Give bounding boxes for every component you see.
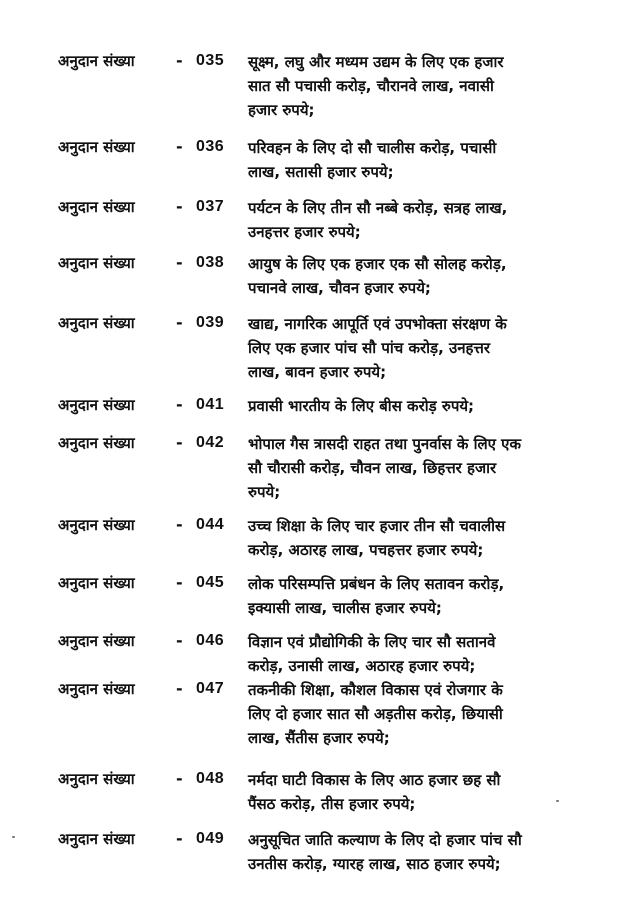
grant-number: 038 bbox=[196, 254, 225, 271]
description-line: लाख, सैंतीस हजार रुपये; bbox=[248, 729, 390, 747]
grant-label: अनुदान संख्या bbox=[58, 632, 135, 650]
grant-label: अनुदान संख्या bbox=[58, 830, 135, 848]
separator-dash: - bbox=[176, 395, 183, 414]
description-line: उच्च शिक्षा के लिए चार हजार तीन सौ चवालीस bbox=[248, 517, 506, 535]
grant-label: अनुदान संख्या bbox=[58, 254, 135, 272]
grant-label: अनुदान संख्या bbox=[58, 434, 135, 452]
grant-number: 042 bbox=[196, 434, 225, 451]
separator-dash: - bbox=[176, 137, 183, 156]
description-line: आयुष के लिए एक हजार एक सौ सोलह करोड़, bbox=[248, 255, 507, 273]
grant-number: 039 bbox=[196, 314, 225, 331]
grant-label: अनुदान संख्या bbox=[58, 52, 135, 70]
grant-number: 044 bbox=[196, 516, 225, 533]
separator-dash: - bbox=[176, 769, 183, 788]
separator-dash: - bbox=[176, 313, 183, 332]
description-line: करोड़, अठारह लाख, पचहत्तर हजार रुपये; bbox=[248, 541, 484, 559]
description-line: लिए एक हजार पांच सौ पांच करोड़, उनहत्तर bbox=[248, 339, 490, 357]
description-line: परिवहन के लिए दो सौ चालीस करोड़, पचासी bbox=[248, 139, 497, 157]
grant-number: 048 bbox=[196, 770, 225, 787]
description-line: पर्यटन के लिए तीन सौ नब्बे करोड़, सत्रह लाख, bbox=[248, 199, 508, 217]
grant-number: 037 bbox=[196, 198, 225, 215]
description-line: सूक्ष्म, लघु और मध्यम उद्यम के लिए एक हजार bbox=[248, 53, 504, 71]
separator-dash: - bbox=[176, 631, 183, 650]
description-line: उनतीस करोड़, ग्यारह लाख, साठ हजार रुपये; bbox=[248, 855, 501, 873]
grant-number: 036 bbox=[196, 138, 225, 155]
description-line: उनहत्तर हजार रुपये; bbox=[248, 223, 361, 241]
grant-description bbox=[248, 394, 578, 418]
description-line: हजार रुपये; bbox=[248, 101, 315, 119]
description-line: पैंसठ करोड़, तीस हजार रुपये; bbox=[248, 795, 416, 813]
grant-description bbox=[248, 630, 578, 678]
scan-speck bbox=[12, 836, 15, 838]
grant-description bbox=[248, 514, 578, 562]
grant-number: 035 bbox=[196, 52, 225, 69]
grant-label: अनुदान संख्या bbox=[58, 770, 135, 788]
grant-number: 041 bbox=[196, 396, 225, 413]
description-line: तकनीकी शिक्षा, कौशल विकास एवं रोजगार के bbox=[248, 681, 503, 699]
description-line: भोपाल गैस त्रासदी राहत तथा पुनर्वास के लिए एक bbox=[248, 435, 521, 453]
grant-description bbox=[248, 678, 578, 750]
description-line: अनुसूचित जाति कल्याण के लिए दो हजार पांच सौ bbox=[248, 831, 522, 849]
separator-dash: - bbox=[176, 573, 183, 592]
description-line: लोक परिसम्पत्ति प्रबंधन के लिए सतावन करोड़, bbox=[248, 575, 505, 593]
description-line: नर्मदा घाटी विकास के लिए आठ हजार छह सौ bbox=[248, 771, 501, 789]
grant-number: 049 bbox=[196, 830, 225, 847]
description-line: विज्ञान एवं प्रौद्योगिकी के लिए चार सौ सतानवे bbox=[248, 633, 496, 651]
grant-description bbox=[248, 196, 578, 244]
grant-description bbox=[248, 572, 578, 620]
grant-label: अनुदान संख्या bbox=[58, 396, 135, 414]
grant-description bbox=[248, 828, 578, 876]
grant-description bbox=[248, 432, 578, 504]
scan-speck bbox=[556, 800, 559, 802]
separator-dash: - bbox=[176, 829, 183, 848]
description-line: लाख, सतासी हजार रुपये; bbox=[248, 163, 394, 181]
description-line: लाख, बावन हजार रुपये; bbox=[248, 363, 387, 381]
description-line: रुपये; bbox=[248, 483, 281, 501]
grant-label: अनुदान संख्या bbox=[58, 198, 135, 216]
description-line: लिए दो हजार सात सौ अड़तीस करोड़, छियासी bbox=[248, 705, 503, 723]
separator-dash: - bbox=[176, 253, 183, 272]
grant-description bbox=[248, 136, 578, 184]
grant-label: अनुदान संख्या bbox=[58, 574, 135, 592]
description-line: करोड़, उनासी लाख, अठारह हजार रुपये; bbox=[248, 657, 476, 675]
grant-label: अनुदान संख्या bbox=[58, 138, 135, 156]
separator-dash: - bbox=[176, 515, 183, 534]
description-line: पचानवे लाख, चौवन हजार रुपये; bbox=[248, 279, 431, 297]
grant-description bbox=[248, 50, 578, 122]
description-line: इक्यासी लाख, चालीस हजार रुपये; bbox=[248, 599, 442, 617]
separator-dash: - bbox=[176, 197, 183, 216]
separator-dash: - bbox=[176, 51, 183, 70]
grant-label: अनुदान संख्या bbox=[58, 314, 135, 332]
description-line: प्रवासी भारतीय के लिए बीस करोड़ रुपये; bbox=[248, 397, 475, 415]
grant-description bbox=[248, 768, 578, 816]
description-line: सात सौ पचासी करोड़, चौरानवे लाख, नवासी bbox=[248, 77, 494, 95]
grant-label: अनुदान संख्या bbox=[58, 516, 135, 534]
description-line: सौ चौरासी करोड़, चौवन लाख, छिहत्तर हजार bbox=[248, 459, 497, 477]
grant-description bbox=[248, 252, 578, 300]
grant-description bbox=[248, 312, 578, 384]
grant-number: 045 bbox=[196, 574, 225, 591]
separator-dash: - bbox=[176, 679, 183, 698]
separator-dash: - bbox=[176, 433, 183, 452]
grant-label: अनुदान संख्या bbox=[58, 680, 135, 698]
description-line: खाद्य, नागरिक आपूर्ति एवं उपभोक्ता संरक्षण के bbox=[248, 315, 507, 333]
grant-number: 047 bbox=[196, 680, 225, 697]
grant-number: 046 bbox=[196, 632, 225, 649]
